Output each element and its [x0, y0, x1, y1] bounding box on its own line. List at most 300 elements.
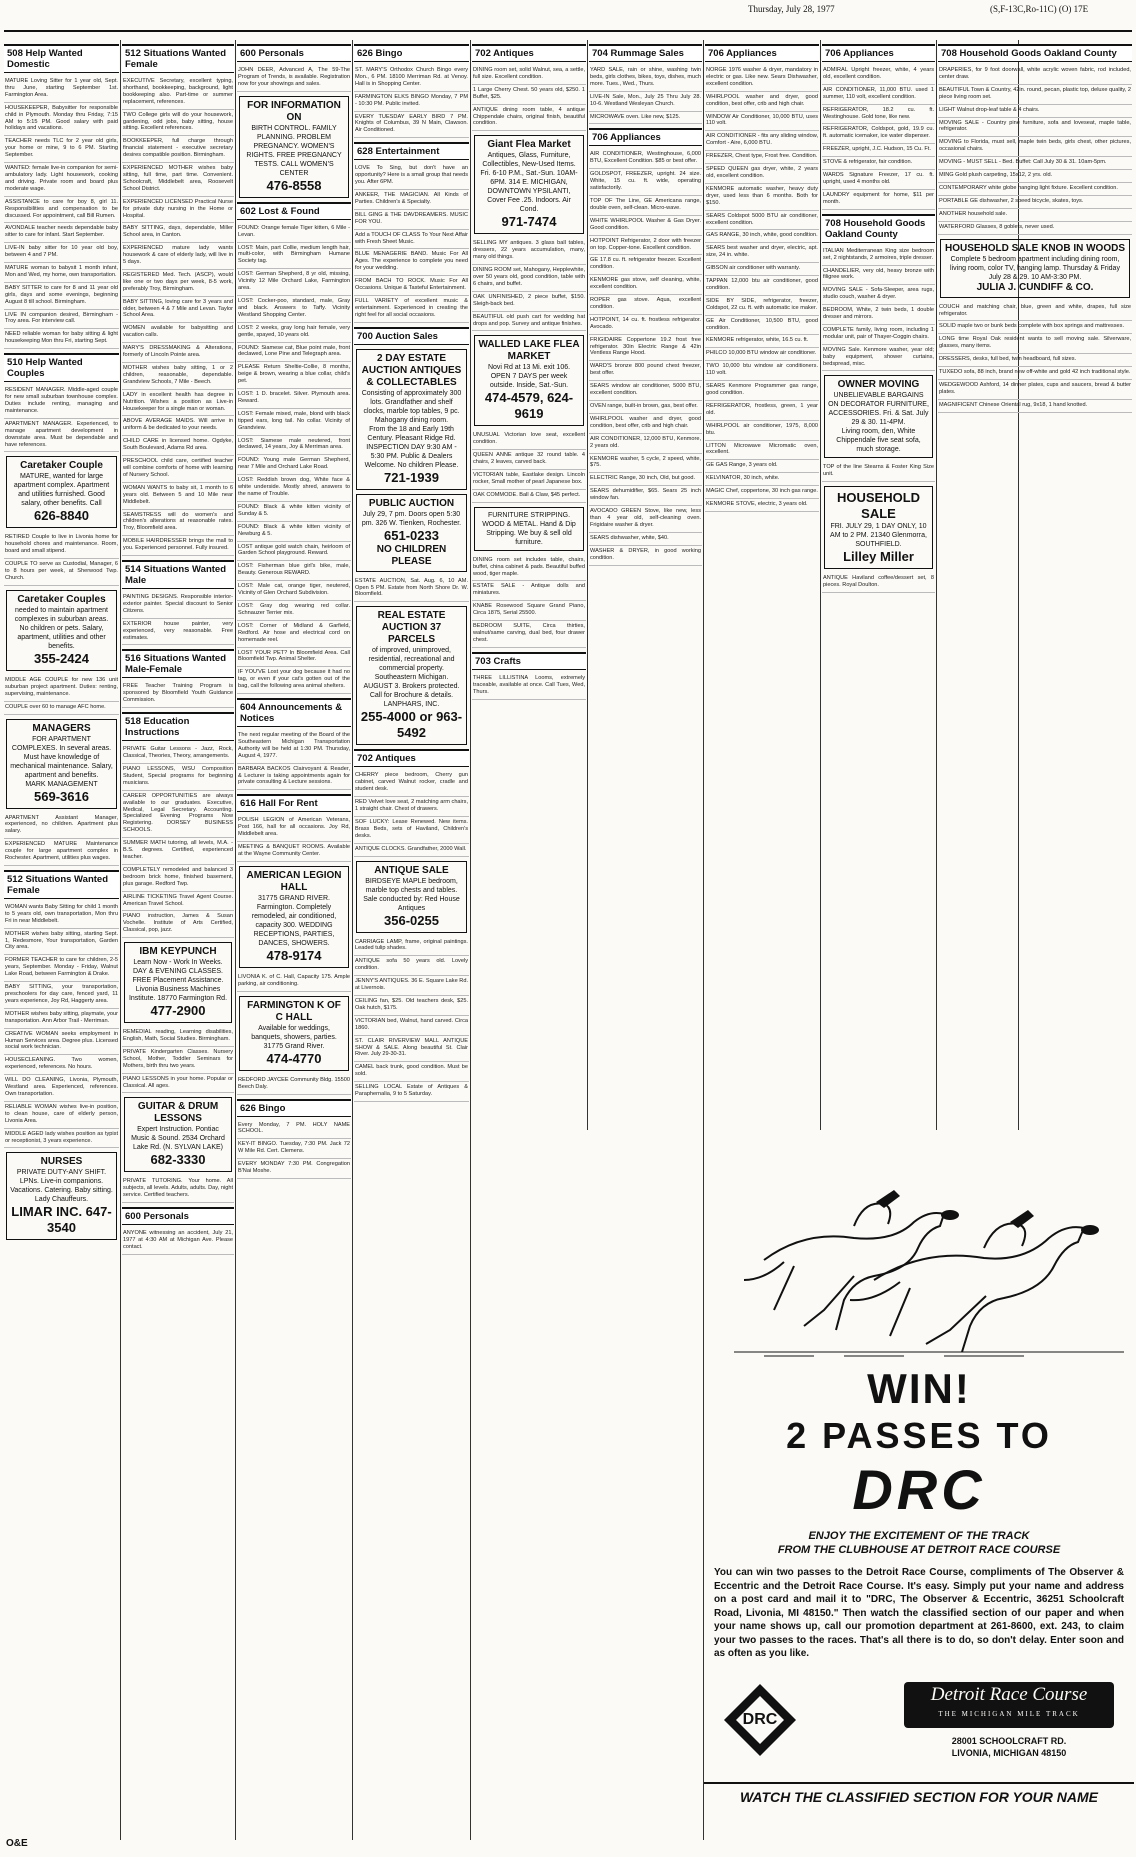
classified-ad: ITALIAN Mediterranean King size bedroom set, 2 nightstands, 2 armoires, triple dresser.	[822, 246, 935, 266]
page-date: Thursday, July 28, 1977	[748, 4, 835, 14]
display-ad-phone: 474-4770	[266, 1050, 322, 1066]
classified-ad: MOTHER wishes baby sitting, playmate, your transportation. Ann Arbor Trail - Merriman.	[4, 1009, 119, 1029]
display-ad-body: needed to maintain apartment complexes in suburban areas. No children or pets. Salary, apartment, utilities and other benefits.	[14, 606, 109, 650]
classified-ad: SUMMER MATH tutoring, all levels, M.A. - B.S. degrees. Certified, experienced teacher.	[122, 838, 234, 865]
display-ad-phone: 476-8558	[266, 177, 322, 193]
classified-ad: PIANO LESSONS, WSU Composition Student, Special programs for beginning musicians.	[122, 764, 234, 791]
classified-ad: CEILING fan, $25. Old teachers desk, $25. Oak hutch, $175.	[354, 996, 469, 1016]
classified-ad: TWO 10,000 btu window air conditioners. 110 volt.	[705, 361, 819, 381]
column-rule	[820, 40, 821, 1130]
classified-ad: ROPER gas stove. Aqua, excellent condition.	[589, 295, 702, 315]
classified-ad: QUEEN ANNE antique 32 round table. 4 chairs, 2 leaves, carved back.	[472, 450, 586, 470]
column-6	[589, 40, 702, 1130]
classified-ad: ST. MARY'S Orthodox Church Bingo every Mon., 6 PM. 18100 Merriman Rd. at Venoy. Hall is in Shopping Center.	[354, 65, 469, 92]
classified-ad: MOVING Sale. Kenmore washer, year old; baby equipment, shower curtains, bedspread, misc.	[822, 345, 935, 372]
classified-ad: DINING room set, solid Walnut, sea, a settle, full size. Excellent condition.	[472, 65, 586, 85]
display-ad-title: NO CHILDREN PLEASE	[376, 543, 447, 567]
classified-ad: UNUSUAL Victorian love seat, excellent condition.	[472, 430, 586, 450]
classified-ad: COUCH and matching chair, blue, green and white, drapes, full size refrigerator.	[938, 302, 1132, 322]
classified-ad: LIVONIA K. of C. Hall, Capacity 175. Ample parking, air conditioning.	[237, 972, 351, 992]
promo-footer: WATCH THE CLASSIFIED SECTION FOR YOUR NAME	[704, 1782, 1134, 1806]
race-course-address: LIVONIA, MICHIGAN 48150	[951, 1748, 1067, 1758]
section-header: 600 Personals	[122, 1207, 234, 1225]
display-ad-body: Learn Now - Work In Weeks. DAY & EVENING CLASSES. FREE Placement Assistance. Livonia Business Machines Institute. 18770 Farmington Rd.	[128, 959, 228, 1003]
classified-ad: BABY SITTING, your transportation, preschoolers for day care, fenced yard, 11 years experience, Joy Rd, Haggerty area.	[4, 982, 119, 1009]
classified-ad: MOVING SALE - Country pine furniture, sofa and loveseat, maple table, refrigerator.	[938, 118, 1132, 138]
classified-ad: HOTPOINT Refrigerator, 2 door with freezer on top. Copper-tone. Excellent condition.	[589, 236, 702, 256]
classified-ad: SIDE BY SIDE, refrigerator, freezer, Coldspot, 22 cu. ft. with automatic ice maker.	[705, 296, 819, 316]
classified-ad: 1 Large Cherry Chest. 50 years old, $250. 1 Buffet, $25.	[472, 85, 586, 105]
classified-ad: GE GAS Range, 3 years old.	[705, 460, 819, 473]
drc-emblem-icon	[720, 1680, 800, 1760]
display-ad-title: ANTIQUE SALE	[374, 864, 449, 876]
column-rule	[352, 40, 353, 1840]
classified-ad: GIBSON air conditioner with warranty.	[705, 263, 819, 276]
classified-ad: GAS RANGE, 30 inch, white, good condition.	[705, 230, 819, 243]
classified-ad: COMPLETELY remodeled and balanced 3 bedroom brick home, finished basement, plus garage. Redford Twp.	[122, 865, 234, 892]
classified-ad: COUPLE over 60 to manage AFC home.	[4, 702, 119, 715]
display-ad-phone: 651-0233	[384, 527, 439, 543]
display-ad-title: WALLED LAKE FLEA MARKET	[478, 339, 580, 363]
column-1	[4, 40, 119, 1835]
classified-ad: RESIDENT MANAGER. Middle-aged couple for new small suburban townhouse complex. Duties include renting, managing and maintenance.	[4, 385, 119, 419]
classified-ad: SEARS dishwasher, white, $40.	[589, 533, 702, 546]
display-ad-phone: 474-4579, 624-9619	[484, 390, 574, 422]
display-ad-body: Expert Instruction. Pontiac Music & Sound. 2534 Orchard Lake Rd. (N. SYLVAN LAKE)	[131, 1126, 225, 1152]
classified-ad: VICTORIAN table, Eastlake design. Lincoln rocker, Small mother of pearl Japanese box.	[472, 470, 586, 490]
classified-ad: MEETING & BANQUET ROOMS. Available at the Wayne Community Center.	[237, 842, 351, 862]
display-ad-title: PUBLIC AUCTION	[368, 497, 455, 509]
classified-ad: ELECTRIC Range, 30 inch, Old, but good.	[589, 473, 702, 486]
column-rule	[936, 40, 937, 1130]
classified-ad: LOST: Fisherman blue girl's bike, male, Beauty. Generous REWARD.	[237, 561, 351, 581]
classified-ad: EXPERIENCED MOTHER wishes baby sitting, full time, part time. Convenient. Schoolcraft, Middlebelt area, Roosevelt School District.	[122, 163, 234, 197]
classified-ad: TWO College girls will do your housework, gardening, odd jobs, baby sitting, house sitting. Excellent references.	[122, 110, 234, 137]
display-ad	[239, 996, 349, 1071]
display-ad-body: Complete 5 bedroom apartment including dining room, living room, color TV, hanging lamp. Thursday & Friday July 28 & 29. 10 AM-3:30 PM.	[950, 255, 1120, 281]
classified-ad: FORMER TEACHER to care for children, 2-5 years, September. Monday - Friday, Walnut Lake Road, between Farmington & Drake.	[4, 955, 119, 982]
column-2	[122, 40, 234, 1835]
classified-ad: MOTHER wishes baby sitting, 1 or 2 children, reasonable, dependable. Grandview Schools, 7 Mile - Beech.	[122, 363, 234, 390]
classified-ad: OAK UNFINISHED, 2 piece buffet, $150. Sleigh-back bed.	[472, 292, 586, 312]
classified-ad: FARMINGTON ELKS BINGO Monday, 7 PM - 10:30 PM. Public invited.	[354, 92, 469, 112]
display-ad	[124, 1097, 232, 1172]
classified-ad: RELIABLE WOMAN wishes live-in position, to clean house, care of elderly person, Livonia Area.	[4, 1102, 119, 1129]
classified-ad: HOUSEKEEPER, Babysitter for responsible child in Plymouth. Monday thru Friday, 7:15 AM to 5:15 PM. Good salary with paid holidays and vacations.	[4, 103, 119, 137]
display-ad-body: FURNITURE STRIPPING. WOOD & METAL. Hand & Dip Stripping. We buy & sell old furniture.	[482, 511, 576, 546]
classified-ad: EXPERIENCED mature lady wants housework & care of elderly lady, will live in 5 days.	[122, 243, 234, 270]
classified-ad: SEARS Kenmore Programmer gas range, good condition.	[705, 381, 819, 401]
display-ad	[6, 456, 117, 528]
display-ad-phone: 971-7474	[501, 214, 557, 230]
display-ad-body: FRI. JULY 29, 1 DAY ONLY, 10 AM to 2 PM. 21340 Glenmorra, SOUTHFIELD.	[830, 523, 927, 549]
classified-ad: SEARS dehumidifier, $65. Sears 25 inch window fan.	[589, 486, 702, 506]
classified-ad: EXPERIENCED LICENSED Practical Nurse for private duty nursing in the Home or Hospital.	[122, 197, 234, 224]
display-ad-phone: 682-3330	[150, 1152, 206, 1168]
classified-ad: FREEZER, Chest type, Frost free. Condition.	[705, 151, 819, 164]
top-rule	[4, 30, 1132, 32]
display-ad-title: OWNER MOVING	[837, 379, 920, 391]
classified-ad: Add a TOUCH OF CLASS To Your Next Affair with Fresh Sheet Music.	[354, 230, 469, 250]
promo-tagline: ENJOY THE EXCITEMENT OF THE TRACK	[808, 1530, 1030, 1542]
display-ad	[940, 239, 1130, 298]
classified-ad: MIDDLE AGED lady wishes position as typist or receptionist, 3 years experience.	[4, 1129, 119, 1149]
classified-ad: KENMORE refrigerator, white, 16.5 cu. ft.	[705, 335, 819, 348]
classified-ad: POLISH LEGION of American Veterans, Post 166, hall for all occasions. Joy Rd, Middlebelt area.	[237, 815, 351, 842]
classified-ad: LOST: German Shepherd, 8 yr old, missing, Vicinity 12 Mile Orchard Lake, Farmington area.	[237, 269, 351, 296]
classified-ad: FREEZER, upright, J.C. Hudson, 15 Cu. Ft.	[822, 144, 935, 157]
classified-ad: KENMORE automatic washer, heavy duty dryer, used less than 6 months. Both for $150.	[705, 184, 819, 211]
column-rule	[470, 40, 471, 1840]
classified-ad: PRIVATE Kindergarten Classes. Nursery School, Mother, Toddler Seminars for Mothers, birth thru two years.	[122, 1047, 234, 1074]
classified-ad: BEAUTIFUL old push cart for wedding hat drops and pop. Survey and antique finishes.	[472, 312, 586, 332]
display-ad-body: Consisting of approximately 300 lots. Grandfather and shelf clocks, marble top tables, 9 pc. Mahogany dining room.	[361, 389, 462, 424]
classified-ad: APARTMENT MANAGER. Experienced, to manage apartment development in downstate area. Must be dependable and have references.	[4, 419, 119, 453]
section-header: 626 Bingo	[237, 1099, 351, 1117]
classified-ad: AIR CONDITIONER - fits any sliding window, Comfort - Aire, 6,000 BTU.	[705, 131, 819, 151]
drc-promo-ad	[704, 1130, 1134, 1850]
classified-ad: COUPLE TO serve as Custodial, Manager, 6 to 8 hours per week, at Sherwood Twp. Church.	[4, 559, 119, 586]
display-ad	[6, 719, 117, 809]
classified-ad: AVOCADO GREEN Stove, like new, less than 4 year old, self-cleaning oven. Frigidaire washer & dryer.	[589, 506, 702, 533]
classified-ad: OAK COMMODE. Ball & Claw, $45 perfect.	[472, 490, 586, 503]
classified-ad: LIVE IN companion desired, Birmingham - Troy area. For interview call.	[4, 310, 119, 330]
column-rule	[587, 40, 588, 1130]
display-ad-body: 31775 GRAND RIVER. Farmington. Completely remodeled, air conditioned, capacity 300. WEDDING RECEPTIONS, PARTIES, DANCES, SHOWERS.	[251, 894, 337, 947]
classified-ad: REGISTERED Med. Tech. (ASCP), would like one or two days per week, 8-5 work, preferably Troy, Birmingham.	[122, 270, 234, 297]
classified-ad: WANTED: female live-in companion for semi-ambulatory lady. Light housework, cooking and driving. Private room and board plus moderate wage.	[4, 163, 119, 197]
display-ad-body: Antiques, Glass, Furniture, Collectibles, New-Used Items. Fri. 6-10 P.M., Sat.-Sun. 10AM-6PM. 314 E. MICHIGAN, DOWNTOWN YPSILANTI, Cover Fee .25. Indoors. Air Cond.	[480, 152, 578, 214]
classified-ad: PRIVATE Guitar Lessons - Jazz, Rock, Classical, Theories, Theory, arrangements.	[122, 744, 234, 764]
classified-ad: MICROWAVE oven. Like new, $125.	[589, 112, 702, 125]
classified-ad: WASHER & DRYER, in good working condition.	[589, 546, 702, 566]
classified-ad: LOST antique gold watch chain, heirloom of Garden School playground. Reward.	[237, 542, 351, 562]
classified-ad: MIDDLE AGE COUPLE for new 136 unit suburban project apartment. Duties: renting, supervising, maintenance.	[4, 675, 119, 702]
classified-ad: TOP of the line Stearns & Foster King Size unit.	[822, 462, 935, 482]
display-ad-body: July 29, 7 pm. Doors open 5:30 pm. 326 W. Tienken, Rochester.	[361, 510, 462, 527]
classified-ad: LOST: Gray dog wearing red collar. Schnauzer Terrier mix.	[237, 601, 351, 621]
classified-ad: GE 17.8 cu. ft. refrigerator freezer. Excellent condition.	[589, 255, 702, 275]
classified-ad: SPEED QUEEN gas dryer, white, 2 years old, excellent condition.	[705, 164, 819, 184]
classified-ad: MAGNIFICENT Chinese Oriental rug, 9x18, 1 hand knotted.	[938, 400, 1132, 413]
classified-ad: WHIRLPOOL air conditioner, 1975, 8,000 btu.	[705, 421, 819, 441]
display-ad-phone: Lilley Miller	[843, 549, 914, 565]
display-ad-title: HOUSEHOLD SALE KNOB IN WOODS	[944, 242, 1125, 254]
classified-ad: LOVE To Sing, but don't have an opportunity? Here is a small group that needs you. After 6PM.	[354, 163, 469, 190]
classified-ad: FOUND: Orange female Tiger kitten, 6 Mile - Levan.	[237, 223, 351, 243]
classified-ad: LITTON Microwave Micromatic oven, excellent.	[705, 441, 819, 461]
classified-ad: LAUNDRY equipment for home, $11 per month.	[822, 190, 935, 210]
section-header: 626 Bingo	[354, 44, 469, 62]
section-header: 708 Household Goods Oakland County	[938, 44, 1132, 62]
section-header: 702 Antiques	[472, 44, 586, 62]
classified-ad: ASSISTANCE to care for boy 8, girl 11. Responsibilities and compensation to be discussed. For appointment, call Bill Rumen.	[4, 197, 119, 224]
classified-ad: MOBILE HAIRDRESSER brings the mall to you. Experienced personnel. Fully insured.	[122, 536, 234, 556]
drc-small-logo: DRC	[742, 1711, 778, 1728]
section-header: 518 Education Instructions	[122, 712, 234, 741]
classified-ad: SELLING MY antiques. 3 glass ball tables, dressers, 22 years accumulation, many, many old things.	[472, 238, 586, 265]
classified-ad: HOUSECLEANING. Two women, experienced, references. No hours.	[4, 1055, 119, 1075]
classified-ad: EVERY MONDAY 7:30 PM. Congregation B'Nai Moshe.	[237, 1159, 351, 1179]
classified-ad: SOF LUCKY: Lease Renewed. New items. Brass Beds, sets of Haviland, Children's desks.	[354, 817, 469, 844]
section-header: 510 Help Wanted Couples	[4, 353, 119, 382]
display-ad-title: Caretaker Couple	[20, 460, 103, 472]
section-header: 706 Appliances	[822, 44, 935, 62]
classified-ad: DRESSERS, desks, full bed, twin headboard, full sizes.	[938, 354, 1132, 367]
display-ad-title: Giant Flea Market	[487, 139, 571, 151]
section-header: 604 Announcements & Notices	[237, 698, 351, 727]
classified-ad: BILL GING & THE DAVDREAMERS. MUSIC FOR YOU.	[354, 210, 469, 230]
classified-ad: WHIRLPOOL washer and dryer, good condition, best offer, crib and high chair.	[705, 92, 819, 112]
section-header: 512 Situations Wanted Female	[122, 44, 234, 73]
display-ad	[6, 590, 117, 671]
column-rule	[235, 40, 236, 1840]
display-ad	[356, 606, 467, 745]
promo-tagline: FROM THE CLUBHOUSE AT DETROIT RACE COURSE	[777, 1544, 1061, 1556]
horse-racing-illustration	[704, 1130, 1134, 1360]
display-ad	[824, 375, 933, 458]
classified-ad: ANTIQUE CLOCKS. Grandfather, 2000 Wall.	[354, 844, 469, 857]
classified-ad: CHILD CARE in licensed home. Ogdyke, South Boulevard, Adams Rd area.	[122, 436, 234, 456]
classified-ad: EVERY TUESDAY EARLY BIRD 7 PM. Knights of Columbus, 39 N Main, Clawson. Air Conditioned.	[354, 112, 469, 139]
classified-ad: PRESCHOOL child care, certified teacher will combine comforts of home with learning of Nursery School.	[122, 456, 234, 483]
section-header: 516 Situations Wanted Male-Female	[122, 649, 234, 678]
column-5	[472, 40, 586, 1130]
classified-ad: KNABE Rosewood Square Grand Piano, Circa 1875, Serial 25500.	[472, 601, 586, 621]
display-ad	[124, 942, 232, 1023]
classified-ad: EXTERIOR house painter, very experienced, very reasonable. Free estimates.	[122, 619, 234, 646]
classified-ad: LOST: 1 D. bracelet. Silver. Plymouth area. Reward.	[237, 389, 351, 409]
race-course-subtitle: THE MICHIGAN MILE TRACK	[938, 1710, 1080, 1718]
classified-ad: FOUND: Young male German Shepherd, near 7 Mile and Orchard Lake Road.	[237, 455, 351, 475]
classified-ad: EXECUTIVE Secretary, excellent typing, shorthand, bookkeeping, background, light bookkeeping also. Part-time or summer replacement, references.	[122, 76, 234, 110]
classified-ad: SOLID maple two or bunk beds complete with box springs and mattresses.	[938, 321, 1132, 334]
classified-ad: BABY SITTING, loving care for 3 years and older, between 4 & 7 Mile and Levan. Taylor School Area.	[122, 297, 234, 324]
classified-ad: CREATIVE WOMAN seeks employment in Human Services area. Degree plus. Licensed social work technician.	[4, 1029, 119, 1056]
classified-ad: MOTHER wishes baby sitting, starting Sept. 1, Redesmore, Your transportation, Garden City area.	[4, 929, 119, 956]
classified-ad: VICTORIAN bed, Walnut, hand carved. Circa 1860.	[354, 1016, 469, 1036]
display-ad-phone: 477-2900	[150, 1003, 206, 1019]
classified-ad: BOOKKEEPER, full charge through financial statement - executive secretary desires compatible position. Birmingham.	[122, 136, 234, 163]
classified-ad: LOST: Main, part Collie, medium length hair, multi-color, with Birmingham Humane Society tag.	[237, 243, 351, 270]
promo-subhead: 2 PASSES TO	[786, 1415, 1052, 1456]
classified-ad: AIR CONDITIONER, 12,000 BTU, Kenmore, 2 years old.	[589, 434, 702, 454]
classified-ad: PIANO instruction, James & Susan Vochelle. Institute of Arts Certified, Classical, pop, jazz.	[122, 911, 234, 938]
classified-ad: WARDS Signature Freezer, 17 cu. ft. upright, used 4 months old.	[822, 170, 935, 190]
classified-ad: JENNY'S ANTIQUES. 36 E. Square Lake Rd. at Livernois.	[354, 976, 469, 996]
display-ad	[239, 866, 349, 968]
page-code: (S,F-13C,Ro-11C) (O) 17E	[990, 4, 1089, 14]
classified-ad: BARBARA BACKOS Clairvoyant & Reader, & Lecturer is taking appointments again for private consulting & Lecture sessions.	[237, 764, 351, 791]
section-header: 708 Household Goods Oakland County	[822, 214, 935, 243]
classified-ad: EXPERIENCED MATURE Maintenance couple for large apartment complex in Rochester. Apartment, utilities plus wages.	[4, 839, 119, 866]
race-course-address: 28001 SCHOOLCRAFT RD.	[951, 1736, 1067, 1746]
section-header: 700 Auction Sales	[354, 327, 469, 345]
race-course-name: Detroit Race Course	[930, 1684, 1088, 1705]
classified-ad: LOST: 2 weeks, gray long hair female, very gentle, spayed, 10 years old.	[237, 323, 351, 343]
classified-ad: GOLDSPOT, FREEZER, upright. 24 size. White, 15 cu. ft. wide, operating satisfactorily.	[589, 169, 702, 196]
classified-ad: APARTMENT Assistant Manager, experienced, no children. Apartment plus salary.	[4, 813, 119, 840]
display-ad	[824, 486, 933, 569]
classified-ad: SEARS window air conditioner, 5000 BTU, excellent condition.	[589, 381, 702, 401]
display-ad-title: FARMINGTON K OF C HALL	[247, 999, 341, 1023]
column-8	[822, 40, 935, 1130]
classified-ad: TOP OF The Line, GE Americana range, double oven, self-clean. Micro-wave.	[589, 196, 702, 216]
classified-ad: BEAUTIFUL Town & Country, 42in. round, pecan, plastic top, deluxe quality, 2 piece living room set.	[938, 85, 1132, 105]
section-header: 602 Lost & Found	[237, 202, 351, 220]
classified-ad: REFRIGERATOR, 18.2 cu. ft. Westinghouse. Gold tone, like new.	[822, 105, 935, 125]
classified-ad: SEAMSTRESS will do women's and children's alterations at reasonable rates. Troy, Bloomfield area.	[122, 510, 234, 537]
classified-ad: MOVING to Florida, must sell, maple twin beds, girls chest, other pictures, occasional chairs.	[938, 137, 1132, 157]
classified-ad: LOST: Cocker-poo, standard, male, Gray and black. Answers to Taffy. Vicinity Westland Shopping Center.	[237, 296, 351, 323]
classified-ad: RETIRED Couple to live in Livonia home for household chores and maintenance. Room, board and small stipend.	[4, 532, 119, 559]
display-ad-body: UNBELIEVABLE BARGAINS ON DECORATOR FURNITURE, ACCESSORIES. Fri. & Sat. July 29 & 30. 11-4PM.	[828, 392, 929, 427]
classified-ad: AIR CONDITIONER, Westinghouse, 6,000 BTU, Excellent Condition. $85 or best offer.	[589, 149, 702, 169]
classified-ad: LIVE-IN Sale, Mon., July 25 Thru July 28. 10-6. Westland Wesleyan Church.	[589, 92, 702, 112]
classified-ad: BEDROOM SUITE, Circa thirties, walnut/same carving, dual bed, four drawer chest.	[472, 621, 586, 648]
display-ad-firm: MARK MANAGEMENT	[25, 780, 98, 788]
classified-ad: COMPLETE family, living room, including 1 modular unit, pair of Thayer-Coggin chairs.	[822, 325, 935, 345]
classified-ad: WATERFORD Glasses, 8 goblets, never used.	[938, 222, 1132, 235]
classified-ad: LIGHT Walnut drop-leaf table & 4 chairs.	[938, 105, 1132, 118]
display-ad	[356, 494, 467, 572]
classified-ad: ANYONE witnessing an accident, July 21, 1977 at 4:30 AM at Michigan Ave. Please contact.	[122, 1228, 234, 1255]
section-header: 706 Appliances	[705, 44, 819, 62]
classified-ad: ANTIQUE dining room table, 4 antique Chippendale chairs, original finish, beautiful condition.	[472, 105, 586, 132]
classified-ad: LOST: Corner of Midland & Garfield, Redford. Air hose and electrical cord on homemade reel.	[237, 621, 351, 648]
classified-ad: REDFORD JAYCEE Community Bldg. 15500 Beech Daly.	[237, 1075, 351, 1095]
classified-ad: OVEN range, built-in brown, gas, best offer.	[589, 401, 702, 414]
classified-ad: KENMORE washer, 5 cycle, 2 speed, white, $75.	[589, 454, 702, 474]
display-ad-body: Available for weddings, banquets, showers, parties. 31775 Grand River.	[251, 1024, 337, 1050]
classified-ad: PHILCO 10,000 BTU window air conditioner.	[705, 348, 819, 361]
section-header: 512 Situations Wanted Female	[4, 870, 119, 899]
section-header: 600 Personals	[237, 44, 351, 62]
display-ad-body: From the 18 and Early 19th Century. Pleasant Ridge Rd. INSPECTION DAY 9:30 AM - 5:30 PM. Public & Dealers Welcome. No children Please.	[364, 425, 459, 469]
classified-ad: WHITE WHIRLPOOL Washer & Gas Dryer. Good condition.	[589, 216, 702, 236]
display-ad-title: 2 DAY ESTATE AUCTION ANTIQUES & COLLECTABLES	[361, 352, 462, 388]
display-ad-body: Novi Rd at 13 Mi. exit 106. OPEN 7 DAYS per week outside. Inside, Sat.-Sun.	[487, 364, 571, 390]
classified-ad: MOVING SALE - Sofa-Sleeper, area rugs, studio couch, washer & dryer.	[822, 285, 935, 305]
column-4	[354, 40, 469, 1835]
classified-ad: PLEASE Return Sheltie-Collie, 8 months, beige & brown, wearing a blue collar, child's pet.	[237, 362, 351, 389]
classified-ad: ADMIRAL Upright freezer, white, 4 years old, excellent condition.	[822, 65, 935, 85]
display-ad	[239, 96, 349, 198]
classified-ad: AIRLINE TICKETING Travel Agent Course. American Travel School.	[122, 892, 234, 912]
classified-ad: WEDGEWOOD Ashford, 14 dinner plates, cups and saucers, bread & butter plates.	[938, 380, 1132, 400]
classified-ad: BLUE MENAGERIE BAND. Music For All Ages. The experience to complete you need for your wedding.	[354, 249, 469, 276]
classified-ad: BABY SITTER to care for 8 and 11 year old girls, days and some evenings, beginning August 8 till school. Birmingham.	[4, 283, 119, 310]
classified-ad: PIANO LESSONS in your home. Popular or Classical. All ages.	[122, 1074, 234, 1094]
classified-ad: FOUND: Black & white kitten vicinity of Sunday & 5.	[237, 502, 351, 522]
classified-ad: DINING room set includes table, chairs, buffet, china cabinet & pads. Beautiful buffed wood, tiger maple.	[472, 555, 586, 582]
display-ad-body: of improved, unimproved, residential, recreational and commercial property. Southeastern Michigan. AUGUST 3. Brokers protected. Call for Brochure & details. LANPHARS, INC.	[363, 647, 460, 709]
column-rule	[120, 40, 121, 1840]
classified-ad: AIR CONDITIONER, 11,000 BTU. used 1 summer, 110 volt, excellent condition.	[822, 85, 935, 105]
display-ad-title: GUITAR & DRUM LESSONS	[137, 1101, 219, 1125]
classified-ad: TUXEDO sofa, 88 inch, brand new off-white and gold 42 inch traditional style.	[938, 367, 1132, 380]
classified-ad: ANKEER, THE MAGICIAN. All Kinds of Parties. Children's & Specialty.	[354, 190, 469, 210]
display-ad-phone: JULIA J. CUNDIFF & CO.	[976, 281, 1094, 293]
classified-ad: MATURE woman to babysit 1 month infant, Mon and Wed, my home, own transportation.	[4, 263, 119, 283]
classified-ad: FRIGIDAIRE Coppertone 19.2 frost free refrigerator. 30in Electric Range & 42in Ventless Range Hood.	[589, 335, 702, 362]
display-ad	[356, 861, 467, 933]
classified-ad: GE Air Conditioner, 10,500 BTU, good condition.	[705, 316, 819, 336]
classified-ad: CAMEL back trunk, good condition. Must be sold.	[354, 1062, 469, 1082]
classified-ad: TEACHER needs TLC for 2 year old girls, your home or mine, 9 to 6 PM. Starting September.	[4, 136, 119, 163]
display-ad-body: FOR APARTMENT COMPLEXES. In several areas. Must have knowledge of mechanical maintenance. Salary, apartment and benefits.	[10, 735, 113, 779]
classified-ad: THREE LILLISTINA Looms, extremely traceable, available at once. Call Tues, Wed, Thurs.	[472, 673, 586, 700]
classified-ad: CONTEMPORARY white globe hanging light fixture. Excellent condition.	[938, 183, 1132, 196]
display-ad-phone: 355-2424	[34, 650, 89, 666]
classified-ad: STOVE & refrigerator, fair condition.	[822, 157, 935, 170]
display-ad	[474, 335, 584, 426]
column-7	[705, 40, 819, 1130]
classified-ad: ST. CLAIR RIVERVIEW MALL ANTIQUE SHOW & SALE. Along beautiful St. Clair River. July 29-30-31.	[354, 1036, 469, 1063]
classified-ad: ABOVE AVERAGE MAIDS. Will arrive in uniform & be dedicated to your needs.	[122, 416, 234, 436]
classified-ad: KEY-IT BINGO. Tuesday, 7:30 PM. Jack 72 W Mile Rd. Cert. Clemens.	[237, 1139, 351, 1159]
section-header: 702 Antiques	[354, 749, 469, 767]
display-ad-title: MANAGERS	[32, 722, 91, 734]
section-header: 616 Hall For Rent	[237, 794, 351, 812]
classified-ad: The next regular meeting of the Board of the Southeastern Michigan Transportation Authority will be held at 1:30 PM. Thursday, August 4, 1977.	[237, 730, 351, 764]
display-ad-phone: 626-8840	[34, 508, 89, 524]
section-header: 628 Entertainment	[354, 142, 469, 160]
display-ad-phone: 721-1939	[384, 469, 439, 485]
classified-ad: Every Monday, 7 PM. HOLY NAME SCHOOL.	[237, 1120, 351, 1140]
display-ad	[474, 135, 584, 234]
display-ad-title: HOUSEHOLD SALE	[836, 490, 921, 522]
classified-ad: FOUND: Black & white kitten vicinity of Newburg & 5.	[237, 522, 351, 542]
classified-ad: KELVINATOR, 30 inch, white.	[705, 473, 819, 486]
classified-ad: LONG time Royal Oak resident wants to sell moving sale. Silverware, glasses, many items.	[938, 334, 1132, 354]
classified-ad: DRAPERIES, for 9 foot doorwall, white acrylic woven fabric, rod included, center draw.	[938, 65, 1132, 85]
classified-ad: LOST: Siamese male neutered, front declawed, 14 years, Joy & Merriman area.	[237, 436, 351, 456]
display-ad-body: BIRDSEYE MAPLE bedroom, marble top chests and tables. Sale conducted by: Red House Antiques	[363, 877, 460, 912]
classified-ad: WARD'S bronze 800 pound chest freezer, best offer.	[589, 361, 702, 381]
classified-ad: WOMAN WANTS to baby sit, 1 month to 6 years old. Between 5 and 10 Mile near Middlebelt.	[122, 483, 234, 510]
promo-body: You can win two passes to the Detroit Race Course, compliments of The Observer & Eccentric and the Detroit Race Course. It's easy. Simply put your name and address on a post card and mail it to "DRC, The Observer & Eccentric, 36251 Schoolcraft Road, Livonia, MI 48150." Then watch the classified section of our paper and when your name shows up, call our promotion department at 261-8600, ext. 243, to claim your two passes to the races. That's all there is to do, so don't delay. Enter soon and as often as you like.	[714, 1567, 1124, 1659]
display-ad-title: FOR INFORMATION ON	[247, 99, 341, 123]
classified-ad: AVONDALE teacher needs dependable baby sitter to care for infant. Start September.	[4, 223, 119, 243]
classified-ad: WOMEN available for babysitting and vacation calls.	[122, 323, 234, 343]
display-ad-title: AMERICAN LEGION HALL	[246, 869, 342, 893]
classified-ad: YARD SALE, rain or shine, washing twin beds, girls clothes, bikes, toys, dishes, much more. Tues., Wed., Thurs.	[589, 65, 702, 92]
classified-ad: LADY in excellent health has degree in Nutrition. Wishes a position as Live-in Housekeeper for a single man or woman.	[122, 390, 234, 417]
classified-ad: MAGIC Chef, coppertone, 30 inch gas range.	[705, 486, 819, 499]
classified-ad: KENMORE STOVE, electric, 3 years old.	[705, 499, 819, 512]
classified-ad: CAREER OPPORTUNITIES are always available to our graduates. Executive, Medical, Legal Secretary. Accounting. Specialized Evening Programs Now Registering. DORSEY BUSINESS SCHOOLS.	[122, 791, 234, 838]
classified-ad: MARY'S DRESSMAKING & Alterations, formerly of Lincoln Pointe area.	[122, 343, 234, 363]
classified-ad: LOST: Female mixed, male, blond with black tipped ears, long tail. No collar. Vicinity of Grandview.	[237, 409, 351, 436]
classified-ad: DINING ROOM set, Mahogany, Hepplewhite, over 50 years old, good condition, table with 6 chairs, and buffet.	[472, 265, 586, 292]
display-ad-body: BIRTH CONTROL. FAMILY PLANNING. PROBLEM PREGNANCY. WOMEN'S RIGHTS. FREE PREGNANCY TESTS. CALL WOMEN'S CENTER	[246, 124, 342, 177]
classified-ad: MOVING - MUST SELL - Bed. Buffet: Call July 30 & 31. 10am-5pm.	[938, 157, 1132, 170]
classified-ad: WOMAN wants Baby Sitting for child 1 month to 5 years old, own transportation, Mon thru Fri in near Middlebelt.	[4, 902, 119, 929]
section-header: 706 Appliances	[589, 128, 702, 146]
classified-ad: ANOTHER household sale.	[938, 209, 1132, 222]
classified-ad: CARRIAGE LAMP, frame, original paintings. Leaded tulip shades.	[354, 937, 469, 957]
classified-ad: PAINTING DESIGNS. Responsible interior-exterior painter. Special discount to Senior Citizens.	[122, 592, 234, 619]
display-ad-title: IBM KEYPUNCH	[139, 946, 217, 958]
display-ad-phone: 569-3616	[34, 788, 89, 804]
classified-ad: BEDROOM, White, 2 twin beds, 1 double dresser and mirrors.	[822, 305, 935, 325]
section-header: 514 Situations Wanted Male	[122, 560, 234, 589]
classified-ad: FOUND: Siamese cat, Blue point male, front declawed, Lone Pine and Telegraph area.	[237, 343, 351, 363]
classified-ad: SELLING LOCAL Estate of Antiques & Paraphernalia, 9 to 5 Saturday.	[354, 1082, 469, 1102]
column-9	[938, 40, 1132, 1130]
classified-ad: WINDOW Air Conditioner, 10,000 BTU, uses 110 volt.	[705, 112, 819, 132]
